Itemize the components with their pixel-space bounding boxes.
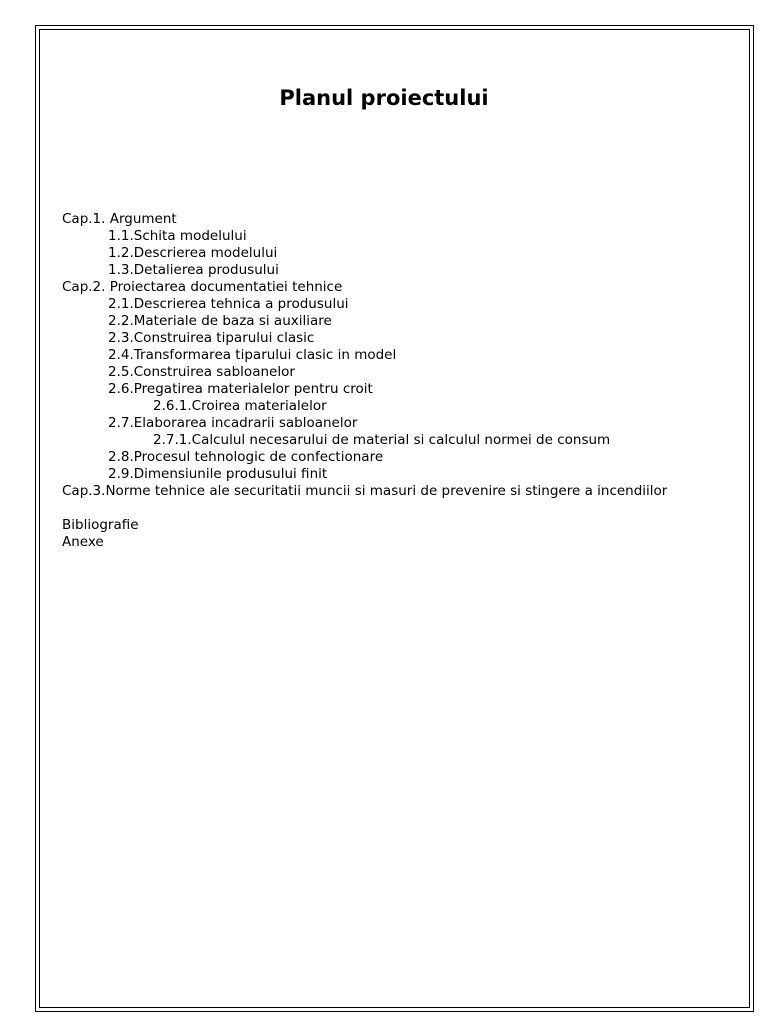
toc-chapter-2: Cap.2. Proiectarea documentatiei tehnice [62,279,343,295]
toc-item-2-8: 2.8.Procesul tehnologic de confectionare [108,449,384,465]
toc-item-2-5: 2.5.Construirea sabloanelor [108,364,295,380]
toc-item-1-1: 1.1.Schita modelului [108,228,247,244]
toc-item-1-2: 1.2.Descrierea modelului [108,245,278,261]
toc-item-2-7: 2.7.Elaborarea incadrarii sabloanelor [108,415,358,431]
page-title: Planul proiectului [279,86,489,110]
toc-item-2-3: 2.3.Construirea tiparului clasic [108,330,315,346]
toc-item-2-4: 2.4.Transformarea tiparului clasic in model [108,347,397,363]
toc-item-2-2: 2.2.Materiale de baza si auxiliare [108,313,332,329]
toc-chapter-1: Cap.1. Argument [62,211,177,227]
toc-spacer [62,500,692,517]
toc-item-2-9: 2.9.Dimensiunile produsului finit [108,466,328,482]
table-of-contents [62,211,692,551]
toc-item-2-6: 2.6.Pregatirea materialelor pentru croit [108,381,373,397]
toc-annexes: Anexe [62,534,104,550]
toc-bibliography: Bibliografie [62,517,139,533]
toc-item-1-3: 1.3.Detalierea produsului [108,262,279,278]
toc-item-2-6-1: 2.6.1.Croirea materialelor [153,398,327,414]
toc-item-2-1: 2.1.Descrierea tehnica a produsului [108,296,349,312]
toc-item-2-7-1: 2.7.1.Calculul necesarului de material si calculul normei de consum [153,432,611,448]
toc-chapter-3: Cap.3.Norme tehnice ale securitatii muncii si masuri de prevenire si stingere a incendiilor [62,483,668,499]
